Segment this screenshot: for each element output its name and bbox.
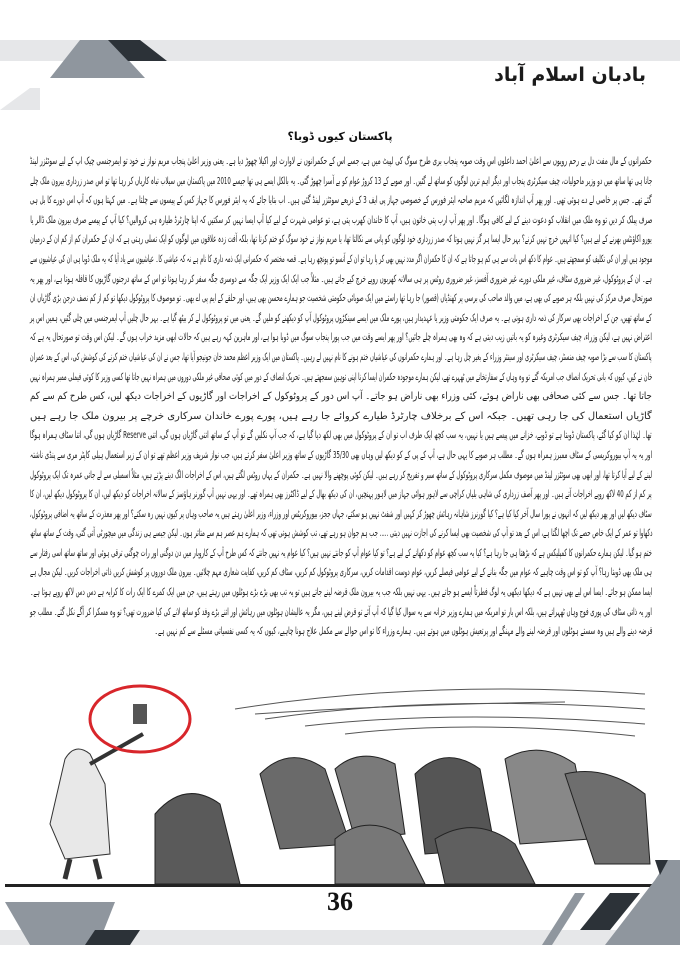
- article-line: جاتا تھا۔ جس سے کئی صحافی بھی ناراض ہوئے، کئی وزراء بھی ناراض ہو جاتے۔ آپ اس دور کے پروٹوکول کے اخراجات اور گاڑیوں کے اخراجات دیکھ لیں، کس طرح کم سے کم: [30, 391, 652, 403]
- article-line: ہے۔ ان کے پروٹوکول، غیر ضروری سٹاف، غیر ملکی دورے، غیر ضروری آفسز، غیر ضروری روٹس پر ہی سالانہ کھربوں روپے خرچ کیے جاتے ہیں۔ مثلاً جب ایک ایک وزیر ایک جگہ سے دوسری جگہ سفر کر رہا ہوتا تو اس کے ساتھ درجنوں گاڑیوں کا قافلہ ہوتا ہے، اور پھر یہ: [30, 273, 652, 285]
- article-title: پاکستان کیوں ڈوبا؟: [287, 130, 393, 143]
- article-line: خان نے کیں، کیوں کہ بانی تحریک انصاف جب امریکہ گئے تو وہ وہاں کے سفارتخانے میں ٹھہرے تھے، لیکن ہمارے موجودہ حکمران ایسا کرنا اپنی توہین سمجھتے ہیں۔ تحریک انصاف کے دور میں کوئی صحافی غیر ملکی دوروں میں ہمراہ نہیں جاتا تھا کسی وزیر کا کوئی فیملی ممبر ہمراہ نہیں: [29, 371, 652, 383]
- article-line: تھا۔ لہٰذا ان کو کیا گئے، پاکستان ڈوبتا ہے تو ڈوبے، خزانے میں پیسے ہیں یا نہیں، یہ سب کچھ ایک طرف اب تو ان کے پروٹوکول میں بھی لکھ دیا گیا ہے، کہ جب آپ نکلیں گے تو آپ کے ساتھ اتنی گاڑیاں ہوں گی، اتنی Reserve گاڑیاں ہوں گی، اتنا سٹاف ہمراہ ہوگا: [30, 430, 652, 442]
- wind-strokes: [235, 689, 645, 736]
- article-line: ایسا ممکن ہو جائے۔ ایسا اس لیے بھی نہیں ہے کہ دیکھا دیکھی یہ لوگ فطرتاً ایسے ہو جاتے ہیں۔ یہی نہیں بلکہ جب یہ بیرون ملک قرضہ لینے جاتے ہیں تو یہ تب بھی بڑے بڑے ہوٹلوں میں رہتے ہیں، جن میں ایک کمرے کا ایک رات کا کرایہ ہے دس دس لاکھ روپے ہوتا ہے۔: [29, 587, 652, 599]
- article-line: پاکستان کا سب سے بڑا صوبہ چیف منسٹر، چیف سیکرٹری اور سینئر وزراء کے بغیر چل رہا ہے۔ اور ہمارے حکمرانوں کی عیاشیاں ختم ہونے کا نام نہیں لے رہیں۔ پاکستان میں ایک وزیر اعظم محمد خان جونیجو آیا تھا، جس نے ان کی عیاشیاں ختم کرنے کی کوشش کی، اس کے بعد عمران: [30, 351, 652, 363]
- article-line: اور یہ ذاتی سٹاف کی پوری فوج وہاں ٹھہراتے ہیں، بلکہ اس بار تو امریکہ میں ہمارے وزیر خزانہ سے یہ سوال کیا گیا کہ آپ آئے تو قرض لینے ہیں، مگر یہ عالیشان ہوٹلوں میں رہائش اور اتنے بڑے وفد کو ساتھ لانے کی کیا ضرورت تھی؟ تو وہ مسکرا کر آگے نکل گئے۔ مطلب جو: [30, 606, 652, 618]
- article-line: حکمرانوں کے مال مفت دل بے رحم رویوں سے اعلیٰ احمد داعلوں اس وقت صوبہ پنجاب بری طرح سوگ کی لپیٹ میں ہے، جسے اس کے حکمرانوں نے لاوارث اور اکیلا چھوڑ دیا ہے۔ یعنی وزیر اعلیٰ پنجاب مریم نواز نے خود تو ایمرجنسی چیک اپ کے لیے سوئٹزر لینڈ: [30, 156, 652, 167]
- article-line: صرف پبلک کر دیں تو وہ ملک میں انقلاب کو دعوت دینے کے لیے کافی ہوگا۔ اور پھر آپ ارب پتی خاتون ہیں، آپ کا خاندان کھرب پتی ہے، تو عوامی شہرت کے لیے کیا آپ ایسا نہیں کر سکتیں کہ اپنا چارٹرڈ طیارہ ہی کروالیں؟ کیا آپ کے پیسے صرف بیرون ملک ڈالر یا: [29, 214, 652, 226]
- article-line: اعتراض نہیں ہے، لیکن وزراء، چیف سیکرٹری وغیرہ کو یہ باتیں زیب دیتی ہے کہ وہ بھی ہمراہ چلے جائیں؟ اور پھر ایسے وقت میں جب پورا پنجاب سوگ میں ڈوبا ہوا ہے، اور ماہرین کہہ رہے ہیں کہ حالات ابھی مزید خراب ہوں گے۔ لیکن اس وقت تو صورتحال یہ ہے کہ: [30, 332, 652, 344]
- article-line: دکھاوا تو عمر کے ایک خاص حصے تک اچھا لگتا ہے، اس کے بعد تو آپ کی شخصیت بھی ایسا کرنے کی اجازت نہیں دیتی ..... جب ہم جوان ہو رہے تھے، تب کوشش ہوتی تھی کہ ہمارے ہم عصر ہم سے متاثر ہوں۔ لیکن جیسے ہی زندگی میں میچورٹی آتی گئی، وقت کے ساتھ ساتھ: [29, 528, 652, 540]
- article-line: سٹاف دیکھ لیں اور پھر دیکھ لیں کہ انہوں نے پورا سال آخر کیا کیا ہے؟ کیا گورنرز شاہانہ رہائش چھوڑ کر کہیں اور شفٹ نہیں ہو سکتے، جہاں ججز، بیوروکریٹس اور وزراء، وزیر اعلیٰ رہتے ہیں یہ صاحب وہاں پر کیوں نہیں رہ سکتے؟ اور پھر معذرت کے ساتھ یہ اضافی پروٹوکول،: [30, 508, 652, 520]
- article-line: اور یہ یہ آپ بیوروکریسی کے سٹاف ممبرز ہمراہ ہوں گے۔ مطلب ہر صوبے کا یہی حال ہے، آپ کے پی کے کو دیکھ لیں وہاں بھی 35/30 گاڑیوں کے ساتھ وزیر اعلیٰ سفر کرتے ہیں، جب نواز شریف وزیر اعظم تھے تو ان کے زیر استعمال ہیلی کاپٹر مری سے پنڈی ناشتہ: [29, 449, 652, 461]
- article-line: صورتحال صرف مرکز کی نہیں بلکہ ہر صوبے کی بھی ہے، میں والد صاحب کی برسی پر کھنڈیاں (قصور) جا رہا تھا راستے میں ایک صوبائی حکومتی شخصیت جو ہمارے محسن بھی ہیں، اور حلقے کے ایم پی اے بھی۔ تو موصوف کا پروٹوکول دیکھا تو کم از کم نصف درجن بڑی گاڑیاں ان: [29, 293, 652, 305]
- article-line: ہی ملک بھی ڈوبتا رہا؟ آپ کو تو اس وقت چاہیے کہ عوام میں جگہ بنانے کے لیے عوامی فیصلے کریں، عوام دوست اقدامات کریں، سرکاری پروٹوکول کم کریں، سٹاف کم کریں، کفایت شعاری مہم چلائیں۔ بیرون ملک دوروں پر کوشش کریں ذاتی اخراجات کریں۔ لیکن مجال ہے: [30, 567, 652, 579]
- article-body: [30, 152, 652, 642]
- editorial-cartoon: [5, 664, 655, 887]
- article-line: ختم ہو گیا۔ لیکن ہمارے حکمرانوں کا کمپلیکس ہے کہ بڑھتا ہی جا رہا ہے؟ کیا یہ سب کچھ عوام کو دکھانے کے لیے ہے؟ تو کیا عوام آپ کو جانتے نہیں ہیں؟ کیا عوام یہ نہیں جانتے کہ کس طرح آپ کے کاروبار میں دن دوگنی اور رات چوگنی ترقی ہوئی اور ساتھ ساتھ اسی رفتار سے: [30, 547, 652, 559]
- header-decoration: [0, 0, 680, 120]
- portrait-card: [133, 704, 147, 724]
- woman-figure: [50, 704, 147, 879]
- article-line: گاڑیاں استعمال کی جا رہی تھیں۔ جبکہ اس کے برخلاف چارٹرڈ طیارے کروائے جا رہے ہیں، پورے پورے خاندان سرکاری خرچے پر بیرون ملک جا رہے ہیں: [30, 410, 652, 422]
- masthead-logo: بادبان اسلام آباد: [494, 64, 646, 86]
- article-line: لینے کے لیے آیا کرتا تھا، اور ابھی بھی سوئٹزر لینڈ میں موصوف مکمل سرکاری پروٹوکول کے ساتھ سیر و تفریح کر رہے ہیں۔ لیکن کوئی پوچھنے والا نہیں ہے۔ حکمران کے یہاں روٹس لگتے ہیں، اس کے اخراجات الگ دینے پڑتے ہیں، مثلاً اسمبلی سے لے جاتی عمرہ تک ایک پروٹوکول: [29, 469, 652, 481]
- article-line: جانا ہی تھا ساتھ میں دو وزیر ماحولیات، چیف سیکرٹری پنجاب اور دیگر اہم ترین لوگوں کو ساتھ لے گئیں۔ اور صوبے کے 13 کروڑ عوام کو بے آسرا چھوڑ گئی۔ یہ بالکل ایسے ہی تھا جیسے 2010 میں پاکستان میں سیلاب تباہ کاریاں کر رہا تھا تو اس صدر زرداری بیرون ملک چلے: [29, 175, 652, 187]
- article-line: گئے تھے۔ جس پر خاصی لے دے ہوئی تھی۔ اور پھر آپ اندازہ لگائیں کہ مریم صاحبہ ایئر فورس کے خصوصی جہاز پی ایف 3 کے ذریعے سوئٹزر لینڈ گئی ہیں۔ اب بتایا جائے کہ یہ ایئر فورس کا جہاز کس کے پیسوں سے چلتا ہے۔ میں کہتا ہوں کہ آپ اس دورے کا بل ہی: [30, 195, 652, 207]
- article-line: یورو اکاؤنٹس بھرنے کے لیے ہیں؟ کیا انہیں خرچ نہیں کرنے؟ بہر حال ایسا ہر گز نہیں ہوتا کہ صدر زرداری خود لوگوں کو پانی سے نکالتا تھا، یا مریم نواز نے خود سوگ کو ختم کرنا تھا، بلکہ آفت زدہ علاقوں میں لوگوں کو ایک تسلی رہتی ہے کہ ان کے حکمران کم از کم ان کے درمیان: [30, 234, 652, 246]
- page-number: 36: [327, 887, 353, 916]
- article-line: موجود ہیں اور ان کی تکلیف کو سمجھتے ہیں۔ عوام کا دکھ اس بات سے ہی کم ہو جاتا ہے کہ ان کا حکمران اگر مدد نہیں بھی کر پا رہا تو ان کے آنسو تو پونچھ رہا ہے۔ قصہ مختصر کہ حکمرانی ایک ذمہ داری کا نام ہے نہ کہ عیاشی کا۔ عیاشیوں سے یاد آیا کہ یہ ملک ڈوبا ہی ان کی عیاشیوں سے: [29, 253, 652, 265]
- article-line: کے ساتھ تھیں، جن کے اخراجات بھی سرکار کی ذمہ داری ہوتی ہے۔ یہ صرف ایک حکومتی وزیر یا عہدیدار ہیں، پورے ملک میں ایسے سینکڑوں پروٹوکول آپ کو دیکھنے کو ملیں گے۔ یعنی میں تو پروٹوکول لے کر بیٹھ گیا ہے۔ بہر حال چلیں آپ ایمرجنسی میں چلی گئیں، ہمیں اس پر: [30, 312, 652, 324]
- article-line: پر کم از کم 40 لاکھ روپے اخراجات آتے ہیں۔ اور پھر آصف زرداری کی شاہی بلیاں کراچی سے لاہور ہوائی جہاز میں لاہور پہنچیں، ان کی دیکھ بھال کے لیے ڈاکٹرز بھی ہمراہ تھے۔ اور یہی نہیں آپ گورنر ہاؤسز کے سالانہ اخراجات کو دیکھ لیں، ان کا پروٹوکول دیکھ لیں، ان کا: [30, 489, 652, 501]
- article-line: قرضہ دینے والے ہیں وہ سستے ہوٹلوں اور قرضہ لینے والے مہنگے اور پرتعیش ہوٹلوں میں ہوتے ہیں۔ ہمارے وزراء کا تو اس حوالے سے مکمل علاج ہونا چاہیے، کیوں کہ یہ کسی نفسیاتی مسئلے سے کم نہیں ہے۔: [154, 626, 652, 638]
